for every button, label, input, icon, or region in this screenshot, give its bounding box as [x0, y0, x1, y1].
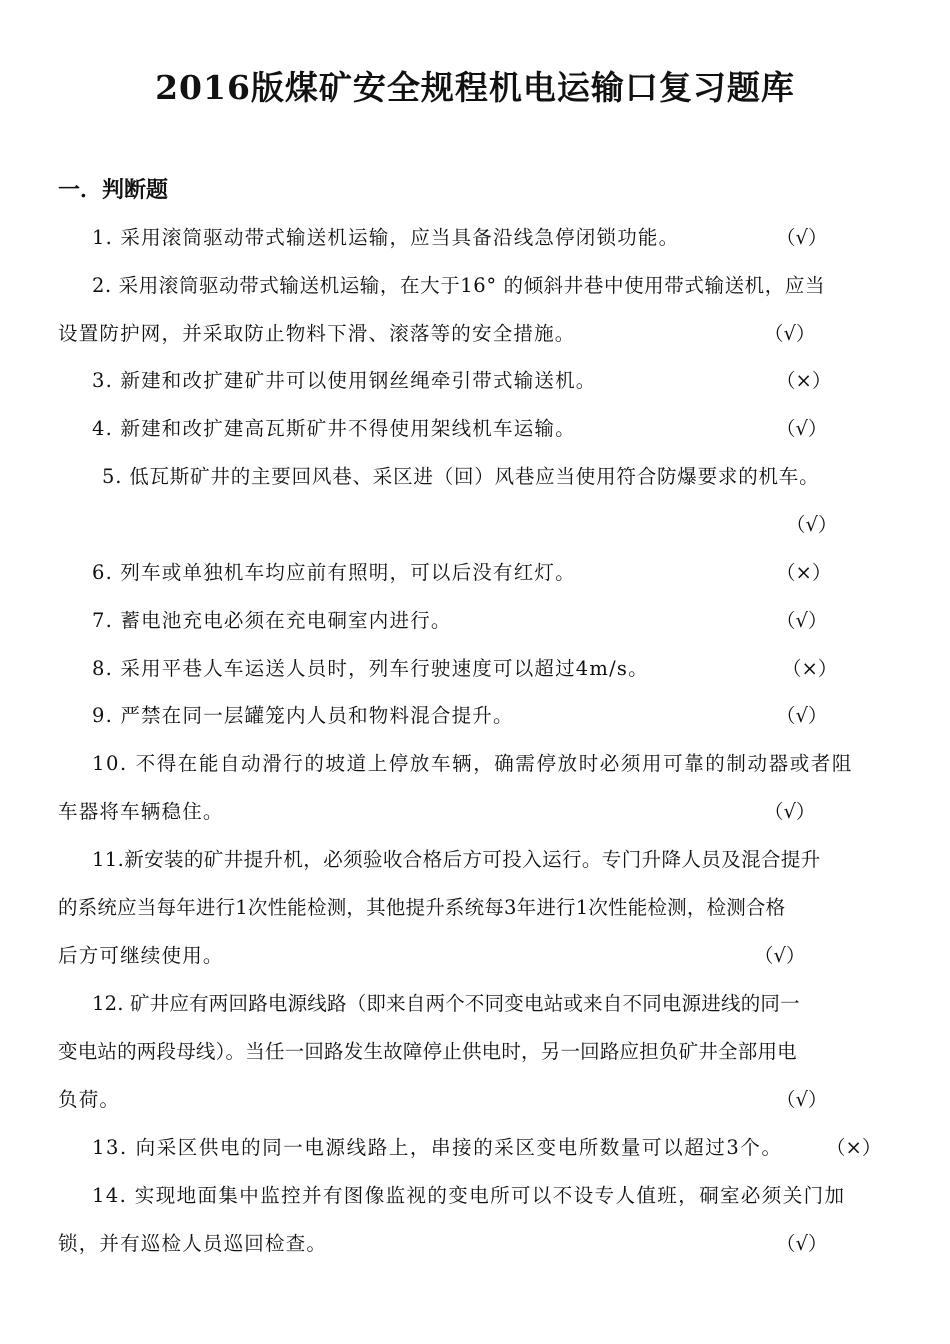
question-line: 锁，并有巡检人员巡回检查。: [58, 1231, 328, 1255]
answer-mark: （√）: [764, 800, 816, 823]
answer-mark: （√）: [776, 704, 828, 727]
answer-mark: （×）: [782, 657, 838, 680]
question-line: 6. 列车或单独机车均应前有照明，可以后没有红灯。: [92, 561, 576, 584]
question-line: 14. 实现地面集中监控并有图像监视的变电所可以不设专人值班，硐室必须关门加: [92, 1184, 846, 1207]
question-line: 负荷。: [58, 1087, 121, 1111]
question-item: [58, 692, 894, 740]
question-item: [58, 645, 894, 693]
question-line: 后方可继续使用。: [58, 943, 224, 967]
question-item: [58, 214, 894, 262]
answer-mark: （√）: [776, 1232, 828, 1255]
answer-mark: （√）: [776, 417, 828, 440]
answer-mark: （√）: [776, 609, 828, 632]
answer-mark: （×）: [776, 369, 832, 392]
question-line: 设置防护网，并采取防止物料下滑、滚落等的安全措施。: [58, 321, 576, 345]
question-line: 的系统应当每年进行1次性能检测，其他提升系统每3年进行1次性能检测，检测合格: [58, 895, 786, 919]
question-item: [58, 453, 894, 501]
question-line: 9. 严禁在同一层罐笼内人员和物料混合提升。: [92, 704, 514, 727]
question-line: 1. 采用滚筒驱动带式输送机运输，应当具备沿线急停闭锁功能。: [92, 226, 680, 249]
question-line: 10. 不得在能自动滑行的坡道上停放车辆，确需停放时必须用可靠的制动器或者阻: [92, 752, 854, 775]
answer-mark: （√）: [754, 944, 806, 967]
answer-mark: （√）: [764, 322, 816, 345]
question-item: [58, 980, 894, 1123]
question-item: [58, 405, 894, 453]
question-line: 2. 采用滚筒驱动带式输送机运输，在大于16° 的倾斜井巷中使用带式输送机，应当: [92, 274, 826, 297]
section-heading: 一．判断题: [58, 177, 169, 203]
question-line: 12. 矿井应有两回路电源线路（即来自两个不同变电站或来自不同电源进线的同一: [92, 992, 800, 1015]
answer-mark: （√）: [776, 1088, 828, 1111]
question-line: 5. 低瓦斯矿井的主要回风巷、采区进（回）风巷应当使用符合防爆要求的机车。: [102, 465, 820, 488]
answer-mark: （×）: [826, 1136, 882, 1159]
answer-mark: （√）: [786, 513, 838, 536]
question-line: 变电站的两段母线）。当任一回路发生故障停止供电时，另一回路应担负矿井全部用电: [58, 1039, 797, 1063]
question-line: 7. 蓄电池充电必须在充电硐室内进行。: [92, 609, 452, 632]
question-item: [58, 1172, 894, 1268]
question-line: 车器将车辆稳住。: [58, 799, 224, 823]
page-title: 2016版煤矿安全规程机电运输口复习题库: [155, 68, 795, 107]
question-line: 4. 新建和改扩建高瓦斯矿井不得使用架线机车运输。: [92, 417, 576, 440]
question-item: [58, 597, 894, 645]
question-line: 3. 新建和改扩建矿井可以使用钢丝绳牵引带式输送机。: [92, 369, 597, 392]
question-item: [58, 357, 894, 405]
question-line: 13. 向采区供电的同一电源线路上，串接的采区变电所数量可以超过3个。: [92, 1136, 783, 1159]
answer-mark: （×）: [776, 561, 832, 584]
answer-mark: （√）: [776, 226, 828, 249]
question-line: 8. 采用平巷人车运送人员时，列车行驶速度可以超过4m/s。: [92, 657, 649, 680]
question-line: 11.新安装的矿井提升机，必须验收合格后方可投入运行。专门升降人员及混合提升: [92, 848, 821, 871]
question-item: [58, 1124, 894, 1172]
question-item: [58, 549, 894, 597]
